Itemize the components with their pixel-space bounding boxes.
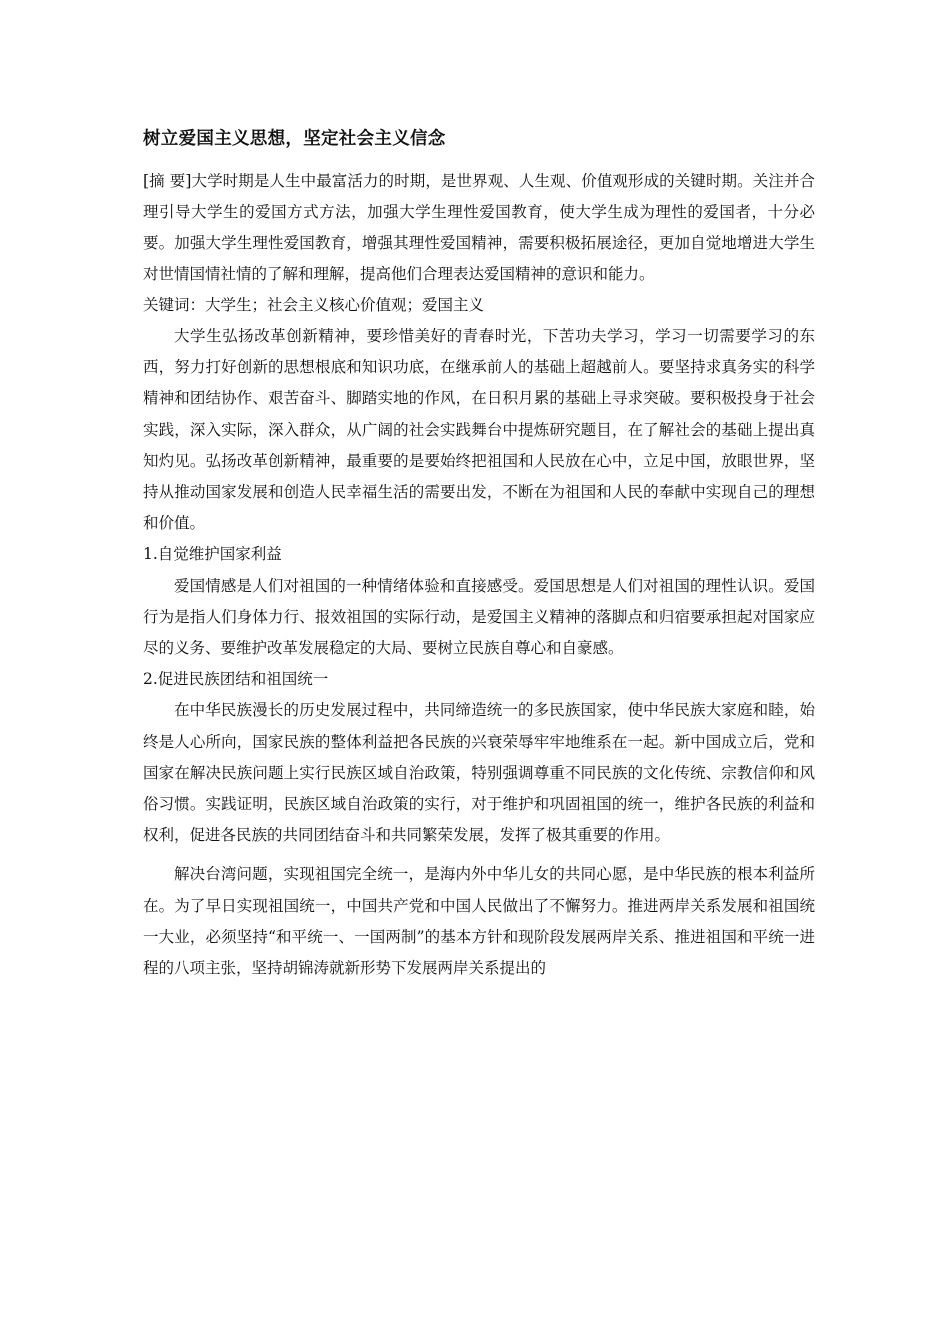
section-heading-national-interest: 1.自觉维护国家利益 <box>143 545 282 564</box>
document-body <box>143 122 815 984</box>
paragraph-innovation: 大学生弘扬改革创新精神，要珍惜美好的青春时光，下苦功夫学习，学习一切需要学习的东西，努力打好创新的思想根底和知识功底，在继承前人的基础上超越前人。要坚持求真务实的科学精神和团结协作、艰苦奋斗、脚踏实地的作风，在日积月累的基础上寻求突破。要积极投身于社会实践，深入实际，深入群众，从广阔的社会实践舞台中提炼研究题目，在了解社会的基础上提出真知灼见。弘扬改革创新精神，最重要的是要始终把祖国和人民放在心中，立足中国，放眼世界，坚持从推动国家发展和创造人民幸福生活的需要出发，不断在为祖国和人民的奉献中实现自己的理想和价值。 <box>143 327 815 533</box>
section-heading-unity: 2.促进民族团结和祖国统一 <box>143 670 329 689</box>
paragraph-taiwan: 解决台湾问题，实现祖国完全统一，是海内外中华儿女的共同心愿，是中华民族的根本利益所在。为了早日实现祖国统一，中国共产党和中国人民做出了不懈努力。推进两岸关系发展和祖国统一大业，必须坚持“和平统一、一国两制”的基本方针和现阶段发展两岸关系、推进祖国和平统一进程的八项主张，坚持胡锦涛就新形势下发展两岸关系提出的 <box>143 865 815 978</box>
keywords: 关键词：大学生；社会主义核心价值观；爱国主义 <box>143 296 485 314</box>
paragraph-ethnic-unity: 在中华民族漫长的历史发展过程中，共同缔造统一的多民族国家，使中华民族大家庭和睦，始终是人心所向，国家民族的整体利益把各民族的兴衰荣辱牢牢地维系在一起。新中国成立后，党和国家在解决民族问题上实行民族区域自治政策，特别强调尊重不同民族的文化传统、宗教信仰和风俗习惯。实践证明，民族区域自治政策的实行，对于维护和巩固祖国的统一，维护各民族的利益和权利，促进各民族的共同团结奋斗和共同繁荣发展，发挥了极其重要的作用。 <box>143 701 815 845</box>
paragraph-gap <box>143 851 815 859</box>
paragraph-patriotism: 爱国情感是人们对祖国的一种情绪体验和直接感受。爱国思想是人们对祖国的理性认识。爱国行为是指人们身体力行、报效祖国的实际行动，是爱国主义精神的落脚点和归宿要承担起对国家应尽的义务、要维护改革发展稳定的大局、要树立民族自尊心和自豪感。 <box>143 576 815 658</box>
abstract: [摘 要]大学时期是人生中最富活力的时期，是世界观、人生观、价值观形成的关键时期。关注并合理引导大学生的爱国方式方法，加强大学生理性爱国教育，使大学生成为理性的爱国者，十分必要。加强大学生理性爱国教育，增强其理性爱国精神，需要积极拓展途径，更加自觉地增进大学生对世情国情社情的了解和理解，提高他们合理表达爱国精神的意识和能力。 <box>143 172 815 283</box>
page-title: 树立爱国主义思想，坚定社会主义信念 <box>143 129 446 149</box>
